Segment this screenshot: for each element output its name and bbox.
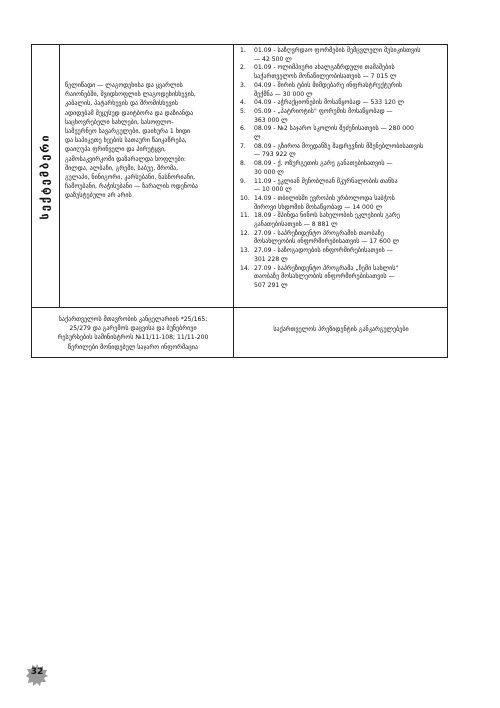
expense-item-number: 7.	[240, 142, 246, 150]
expense-item-text: 04.09 - აჭრაქციონების მოსაწყობად — 533 120 ლ	[254, 99, 405, 107]
expense-item	[240, 82, 445, 99]
expense-item-text: 27.09 - საზოგადოების ინფორმირებისათვის — 301 228 ლ	[254, 247, 393, 263]
expense-item	[240, 230, 445, 247]
expense-item-text: 27.09 - საპრეზიდენტო პროგრამა „ჩემი სახლის" თაობაზე მოსახლეობის ინფორმირებისათვის — 507 291 ლ	[254, 264, 399, 289]
expense-item-number: 8.	[240, 160, 246, 168]
expense-item-text: 08.09 - №2 საჯარო სკოლის შეძენისათვის — 280 000 ლ	[254, 125, 414, 142]
expense-item-text: 14.09 - თბილისში ევროპის ურბოლოდა საბჭოს შიროვი სხდომის მოსაწყობად — 14 000 ლ	[254, 194, 395, 211]
source-note: საქართველოს მთავრობის კანცელარიის *25/165; 25/279 და გარემოს დაცვისა და ბუნებრივი რესურსების სამინისტროს №11/11-108; 11/11-200 წერილები მონიდებულ საჯარო ინფორმაცია	[57, 316, 209, 351]
expense-item-number: 6.	[240, 125, 246, 133]
expense-item	[240, 143, 445, 160]
budget-table	[31, 44, 448, 358]
expense-item	[240, 99, 445, 108]
expense-item	[240, 108, 445, 125]
expense-list	[240, 47, 445, 291]
expense-item-number: 5.	[240, 107, 246, 115]
page-number: 32	[30, 667, 44, 677]
row-divider	[32, 307, 447, 308]
expense-item-text: 05.09 - „პატრიოტის" ფორუმის მოსაწყობად — 363 000 ლ	[254, 107, 393, 124]
expense-item-text: 08.09 - ქ. ოზურგეთის გარე განათებისათვის — 30 000 ლ	[254, 160, 393, 176]
month-cell	[32, 45, 59, 307]
expense-item-number: 11.	[240, 212, 250, 220]
expense-item-text: 04.09 - შირის ტბის მიმდებარე ინფრასტრუქტურის შექმნა — 30 000 ლ	[254, 81, 403, 98]
expense-item-number: 12.	[240, 229, 250, 237]
source-presidential-orders: საქართველოს პრეზიდენტის განკარგულებები	[273, 326, 409, 333]
expense-item	[240, 178, 445, 195]
expense-item	[240, 125, 445, 142]
expense-item-number: 9.	[240, 177, 246, 185]
expense-item-text: 18.09 - შპინდა ნინოს სახელობის ეკლესიის გარე განათებისათვის — 8 881 ლ	[254, 212, 400, 229]
expense-item	[240, 160, 445, 177]
expense-item-text: 01.09 - საზღვრდაო ფორმების შემცვლელი მუსიკისთვის — 42 500 ლ	[254, 47, 421, 63]
expense-item	[240, 64, 445, 81]
expense-item-number: 13.	[240, 247, 250, 255]
expense-item-text: 08.09 - გზიროა მოედანზე შადრევნის მშენებლობისათვის — 793 922 ლ	[254, 142, 424, 159]
expense-item	[240, 247, 445, 264]
expense-item-number: 2.	[240, 64, 246, 72]
expense-item-text: 01.09 - ოლიმპიური ახალგაზრდული თამაშების საქართველოს მონაწილეობისათვის — 7 015 ლ	[254, 64, 397, 81]
expense-item-text: 11.09 - ეკლიან შენობლიან მკურნალობის თანხა — 10 000 ლ	[254, 177, 398, 194]
expense-item-number: 14.	[240, 264, 250, 272]
month-label: სექტემბერი	[39, 132, 52, 220]
expense-item	[240, 265, 445, 291]
expense-item	[240, 47, 445, 64]
expense-item	[240, 212, 445, 229]
column-divider-2	[233, 45, 234, 357]
expense-item-number: 4.	[240, 99, 246, 107]
disaster-description: წელიწადი — ლაგოდეხისა და ყვარლის რაიონებში, შვიდსოფლის ლაგოდეხისხევის, კაბალის, პატარხევის და შრომისხევის ადიდებამ შეყუსუდ დაიტბორა და დაზიანდა საცხოვრებელი სახლები, სასოფლო- სამეურნეო სავარგულები, დაიხურა 1 ხიდი და საპიკეთე ხეების სათაური წაიკაწრება, დაიღუპა ფრინველი და პირუტყვი, გამოსაკვირკომი დაზარალდა სოფლები: შილდა, ალბაჩი, გრემი, საბუე, შრომა, გულაპი, ნინიგორი, კარსუბანი, ნასნორიანი, ჩამოუბანი, რაჭისუბანი — ზარალის ოდენობა დაზუსტებული არ არის	[65, 82, 199, 200]
column-divider-1	[59, 45, 60, 307]
expense-item-text: 27.09 - საპრეზიდენტო პროგრამის თაობაზე მოსახლეობის ინფორმირებისათვის — 17 600 ლ	[254, 229, 400, 246]
expense-item	[240, 195, 445, 212]
expense-item-number: 3.	[240, 81, 246, 89]
expense-item-number: 1.	[240, 47, 246, 54]
expense-item-number: 10.	[240, 194, 250, 202]
